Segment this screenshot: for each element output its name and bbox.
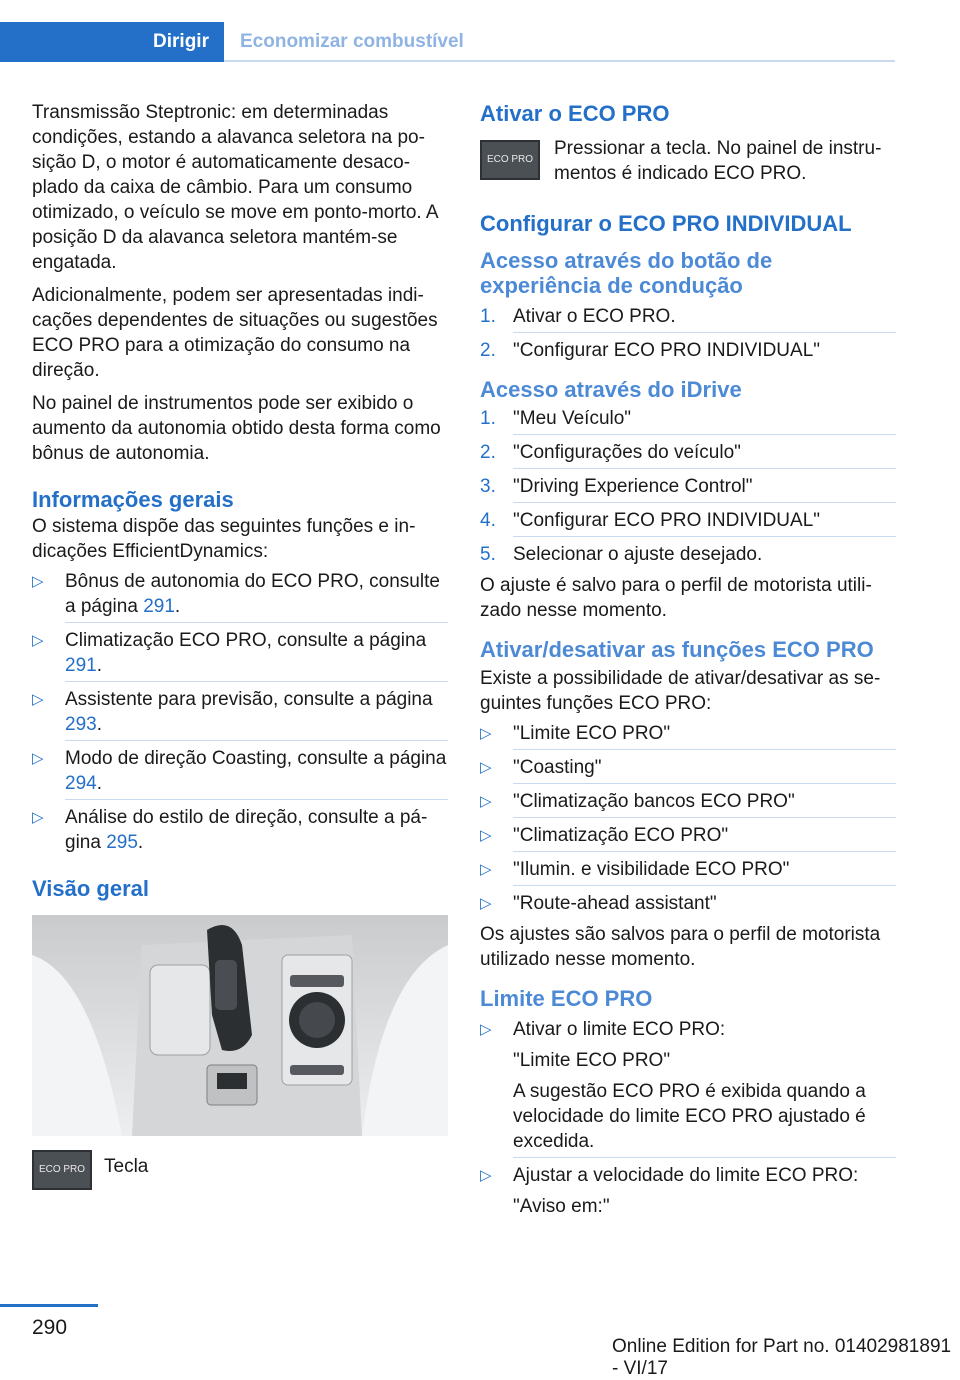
page-header <box>0 22 895 62</box>
header-underline <box>224 60 895 62</box>
idrive-steps <box>480 406 896 567</box>
header-tab-section[interactable]: Economizar combustível <box>240 31 464 52</box>
center-console-photo <box>32 915 448 1136</box>
list-item: 2. "Configurar ECO PRO INDIVIDUAL" <box>480 340 821 361</box>
heading-functions: Ativar/desativar as funções ECO PRO <box>480 637 874 662</box>
heading-info: Informações gerais <box>32 487 234 512</box>
eco-pro-button-icon: ECO PRO <box>32 1150 92 1190</box>
list-item: ▷ "Ilumin. e visibilidade ECO PRO" <box>480 857 896 886</box>
list-item: ▷ Ajustar a velocidade do limite ECO PRO: "Aviso em:" <box>480 1163 896 1219</box>
list-item: 1. Ativar o ECO PRO. <box>480 304 896 333</box>
info-intro: O sistema dispõe das seguintes funções e indicações EfficientDynamics: <box>32 516 416 562</box>
list-item: ▷ Modo de direção Coasting, consulte a página 294. <box>32 746 448 800</box>
list-item: ▷ "Climatização bancos ECO PRO" <box>480 789 896 818</box>
list-item: ▷ Assistente para previsão, consulte a página 293. <box>32 687 448 741</box>
button-caption: Tecla <box>104 1156 149 1177</box>
list-item: 4. "Configurar ECO PRO INDIVIDUAL" <box>480 508 896 537</box>
idrive-note: O ajuste é salvo para o perfil de motorista utilizado nesse momento. <box>480 575 872 621</box>
paragraph-indications: Adicionalmente, podem ser apresentadas indicações dependentes de situações ou sugestões ECO PRO para a otimização do consumo na direção. <box>32 285 438 381</box>
button-caption-row <box>32 1150 448 1190</box>
page-link[interactable]: 291 <box>143 596 175 617</box>
list-item: ▷ "Limite ECO PRO" <box>480 721 896 750</box>
heading-button-access: Acesso através do botão de experiência de condução <box>480 248 773 298</box>
page-link[interactable]: 294 <box>65 773 97 794</box>
list-item: 5. Selecionar o ajuste desejado. <box>480 544 763 565</box>
list-item: ▷ "Coasting" <box>480 755 896 784</box>
footer-accent-line <box>0 1304 98 1307</box>
activate-row <box>480 136 896 186</box>
list-item: ▷ "Climatização ECO PRO" <box>480 823 896 852</box>
button-access-steps <box>480 304 896 363</box>
edition-text: Online Edition for Part no. 01402981891 - VI/17 <box>612 1336 952 1379</box>
functions-note: Os ajustes são salvos para o perfil de motorista utilizado nesse momento. <box>480 924 881 970</box>
list-item: ▷ Bônus de autonomia do ECO PRO, consulte a página 291. <box>32 569 448 623</box>
list-item: 1. "Meu Veículo" <box>480 406 896 435</box>
list-item: ▷ Análise do estilo de direção, consulte a página 295. <box>32 805 448 855</box>
list-item: 2. "Configurações do veículo" <box>480 440 896 469</box>
list-item: 3. "Driving Experience Control" <box>480 474 896 503</box>
page-link[interactable]: 293 <box>65 714 97 735</box>
page-link[interactable]: 295 <box>106 832 138 853</box>
header-accent-bar <box>0 22 138 62</box>
header-tab-active[interactable]: Dirigir <box>138 22 224 62</box>
limit-list <box>480 1017 896 1219</box>
heading-activate: Ativar o ECO PRO <box>480 101 670 126</box>
heading-configure: Configurar o ECO PRO INDIVIDUAL <box>480 211 852 236</box>
functions-list <box>480 721 896 916</box>
heading-overview: Visão geral <box>32 876 149 901</box>
left-column <box>32 100 448 1190</box>
functions-intro: Existe a possibilidade de ativar/desativar as seguintes funções ECO PRO: <box>480 668 881 714</box>
list-item: ▷ Ativar o limite ECO PRO: "Limite ECO PRO" A sugestão ECO PRO é exibida quando a velocidade do limite ECO PRO ajustado é excedida. <box>480 1017 896 1158</box>
list-item: ▷ "Route-ahead assistant" <box>480 891 896 916</box>
activate-text: Pressionar a tecla. No painel de instrumentos é indicado ECO PRO. <box>554 138 882 184</box>
heading-idrive-access: Acesso através do iDrive <box>480 377 742 402</box>
list-item: ▷ Climatização ECO PRO, consulte a página 291. <box>32 628 448 682</box>
page-number: 290 <box>32 1316 68 1339</box>
paragraph-autonomy: No painel de instrumentos pode ser exibido o aumento da autonomia obtido desta forma como bônus de autonomia. <box>32 393 441 464</box>
page-link[interactable]: 291 <box>65 655 97 676</box>
right-column <box>480 100 896 1219</box>
features-list <box>32 569 448 855</box>
eco-pro-button-icon: ECO PRO <box>480 140 540 180</box>
heading-limit: Limite ECO PRO <box>480 986 653 1011</box>
paragraph-steptronic: Transmissão Steptronic: em determinadas condições, estando a alavanca seletora na posição D, o motor é automaticamente desacoplado da caixa de câmbio. Para um consumo otimizado, o veículo se move em ponto-morto. A posição D da alavanca seletora mantém-se engatada. <box>32 102 438 273</box>
